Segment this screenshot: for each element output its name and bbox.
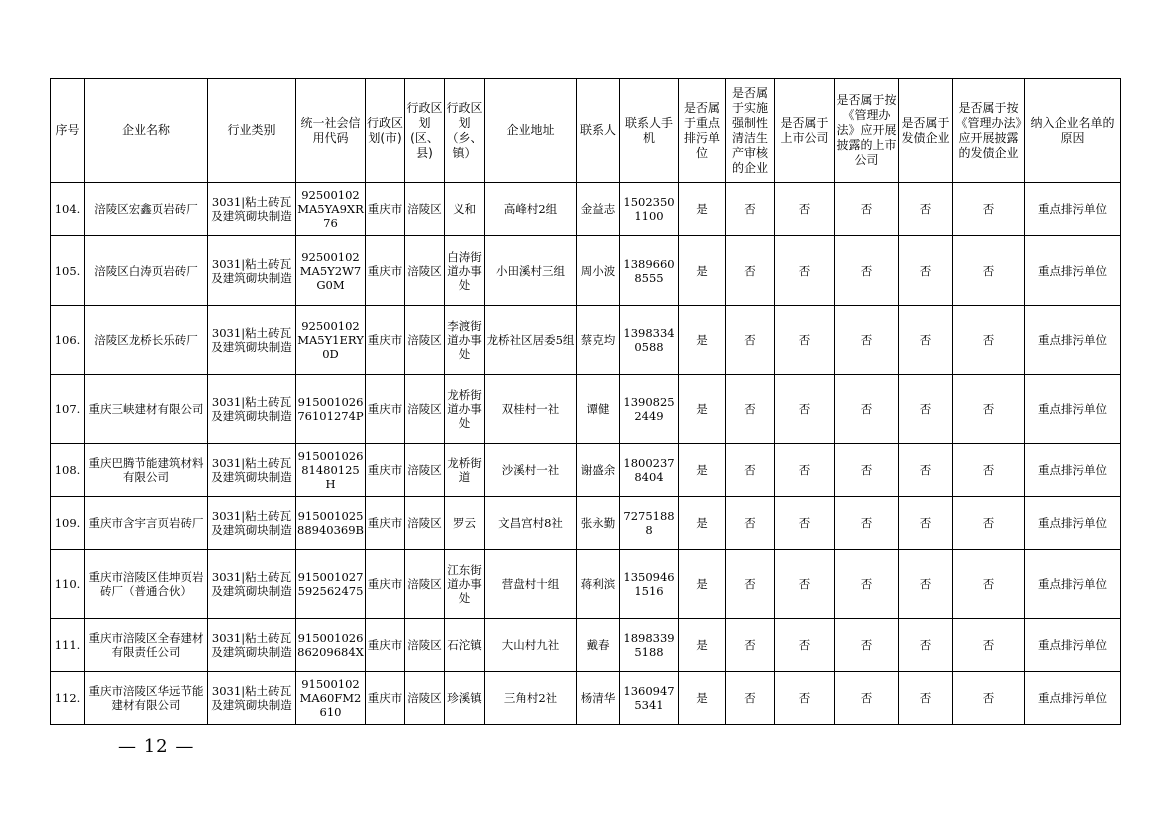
cell-seq: 111. — [51, 619, 85, 672]
cell-clean-audit: 否 — [726, 672, 775, 725]
cell-bond: 否 — [899, 306, 953, 375]
cell-bond-disclose: 否 — [953, 672, 1025, 725]
cell-credit-code: 91500102676101274P — [296, 375, 366, 444]
cell-clean-audit: 否 — [726, 236, 775, 306]
header-key-polluter: 是否属于重点排污单位 — [679, 79, 726, 183]
cell-listed: 否 — [775, 375, 835, 444]
cell-seq: 108. — [51, 444, 85, 497]
cell-contact: 蔡克均 — [577, 306, 620, 375]
table-row — [51, 550, 1121, 619]
cell-phone: 18002378404 — [620, 444, 679, 497]
header-listed-disclose: 是否属于按《管理办法》应开展披露的上市公司 — [835, 79, 899, 183]
cell-credit-code: 92500102MA5Y1ERY0D — [296, 306, 366, 375]
cell-company-name: 重庆市涪陵区佳坤页岩砖厂（普通合伙） — [85, 550, 208, 619]
cell-listed: 否 — [775, 672, 835, 725]
cell-bond: 否 — [899, 375, 953, 444]
cell-credit-code: 91500102588940369B — [296, 497, 366, 550]
cell-industry: 3031|粘土砖瓦及建筑砌块制造 — [208, 444, 296, 497]
cell-key-polluter: 是 — [679, 444, 726, 497]
cell-phone: 13896608555 — [620, 236, 679, 306]
cell-seq: 112. — [51, 672, 85, 725]
cell-reason: 重点排污单位 — [1025, 672, 1121, 725]
cell-industry: 3031|粘土砖瓦及建筑砌块制造 — [208, 375, 296, 444]
cell-address: 营盘村十组 — [485, 550, 577, 619]
cell-reason: 重点排污单位 — [1025, 444, 1121, 497]
cell-contact: 谭健 — [577, 375, 620, 444]
cell-clean-audit: 否 — [726, 444, 775, 497]
table-row — [51, 236, 1121, 306]
cell-credit-code: 92500102MA5Y2W7G0M — [296, 236, 366, 306]
cell-credit-code: 91500102MA60FM2610 — [296, 672, 366, 725]
cell-industry: 3031|粘土砖瓦及建筑砌块制造 — [208, 497, 296, 550]
cell-contact: 蒋利滨 — [577, 550, 620, 619]
cell-industry: 3031|粘土砖瓦及建筑砌块制造 — [208, 183, 296, 236]
cell-bond-disclose: 否 — [953, 306, 1025, 375]
cell-bond: 否 — [899, 497, 953, 550]
cell-listed-disclose: 否 — [835, 497, 899, 550]
header-clean-audit: 是否属于实施强制性清洁生产审核的企业 — [726, 79, 775, 183]
cell-district: 涪陵区 — [405, 672, 445, 725]
cell-address: 双桂村一社 — [485, 375, 577, 444]
cell-listed-disclose: 否 — [835, 306, 899, 375]
cell-seq: 109. — [51, 497, 85, 550]
cell-bond: 否 — [899, 619, 953, 672]
cell-town: 龙桥街道 — [445, 444, 485, 497]
cell-industry: 3031|粘土砖瓦及建筑砌块制造 — [208, 619, 296, 672]
cell-district: 涪陵区 — [405, 375, 445, 444]
cell-company-name: 涪陵区宏鑫页岩砖厂 — [85, 183, 208, 236]
cell-clean-audit: 否 — [726, 619, 775, 672]
cell-clean-audit: 否 — [726, 550, 775, 619]
cell-town: 江东街道办事处 — [445, 550, 485, 619]
cell-contact: 周小波 — [577, 236, 620, 306]
enterprise-table — [50, 78, 1121, 725]
cell-contact: 杨清华 — [577, 672, 620, 725]
cell-key-polluter: 是 — [679, 306, 726, 375]
cell-bond-disclose: 否 — [953, 183, 1025, 236]
cell-town: 罗云 — [445, 497, 485, 550]
cell-address: 小田溪村三组 — [485, 236, 577, 306]
cell-city: 重庆市 — [366, 619, 405, 672]
cell-industry: 3031|粘土砖瓦及建筑砌块制造 — [208, 550, 296, 619]
cell-town: 李渡街道办事处 — [445, 306, 485, 375]
header-phone: 联系人手机 — [620, 79, 679, 183]
cell-company-name: 重庆市涪陵区华远节能建材有限公司 — [85, 672, 208, 725]
cell-city: 重庆市 — [366, 444, 405, 497]
cell-credit-code: 915001027592562475 — [296, 550, 366, 619]
cell-key-polluter: 是 — [679, 497, 726, 550]
cell-reason: 重点排污单位 — [1025, 550, 1121, 619]
cell-district: 涪陵区 — [405, 550, 445, 619]
cell-reason: 重点排污单位 — [1025, 306, 1121, 375]
cell-key-polluter: 是 — [679, 550, 726, 619]
cell-company-name: 重庆市涪陵区全春建材有限责任公司 — [85, 619, 208, 672]
cell-company-name: 重庆巴腾节能建筑材料有限公司 — [85, 444, 208, 497]
table-row — [51, 672, 1121, 725]
cell-key-polluter: 是 — [679, 672, 726, 725]
table-row — [51, 375, 1121, 444]
cell-bond: 否 — [899, 444, 953, 497]
table-header-row — [51, 79, 1121, 183]
cell-phone: 13609475341 — [620, 672, 679, 725]
header-credit-code: 统一社会信用代码 — [296, 79, 366, 183]
cell-listed-disclose: 否 — [835, 672, 899, 725]
cell-bond: 否 — [899, 183, 953, 236]
cell-city: 重庆市 — [366, 550, 405, 619]
cell-listed-disclose: 否 — [835, 236, 899, 306]
cell-key-polluter: 是 — [679, 183, 726, 236]
cell-credit-code: 91500102681480125H — [296, 444, 366, 497]
cell-seq: 105. — [51, 236, 85, 306]
cell-reason: 重点排污单位 — [1025, 619, 1121, 672]
cell-clean-audit: 否 — [726, 306, 775, 375]
header-listed: 是否属于上市公司 — [775, 79, 835, 183]
cell-listed-disclose: 否 — [835, 375, 899, 444]
table-row — [51, 497, 1121, 550]
cell-reason: 重点排污单位 — [1025, 497, 1121, 550]
cell-listed: 否 — [775, 550, 835, 619]
cell-company-name: 涪陵区龙桥长乐砖厂 — [85, 306, 208, 375]
page-number: — 12 — — [118, 736, 195, 757]
cell-address: 龙桥社区居委5组 — [485, 306, 577, 375]
cell-bond-disclose: 否 — [953, 550, 1025, 619]
cell-phone: 13983340588 — [620, 306, 679, 375]
cell-company-name: 重庆三峡建材有限公司 — [85, 375, 208, 444]
header-town: 行政区划（乡、镇） — [445, 79, 485, 183]
cell-city: 重庆市 — [366, 236, 405, 306]
header-city: 行政区划(市) — [366, 79, 405, 183]
cell-address: 文昌宫村8社 — [485, 497, 577, 550]
cell-listed: 否 — [775, 497, 835, 550]
cell-address: 沙溪村一社 — [485, 444, 577, 497]
cell-district: 涪陵区 — [405, 306, 445, 375]
header-seq: 序号 — [51, 79, 85, 183]
cell-district: 涪陵区 — [405, 619, 445, 672]
cell-industry: 3031|粘土砖瓦及建筑砌块制造 — [208, 672, 296, 725]
cell-listed: 否 — [775, 183, 835, 236]
cell-phone: 15023501100 — [620, 183, 679, 236]
header-bond-disclose: 是否属于按《管理办法》应开展披露的发债企业 — [953, 79, 1025, 183]
cell-clean-audit: 否 — [726, 375, 775, 444]
cell-contact: 谢盛余 — [577, 444, 620, 497]
cell-credit-code: 91500102686209684X — [296, 619, 366, 672]
cell-phone: 13908252449 — [620, 375, 679, 444]
cell-key-polluter: 是 — [679, 619, 726, 672]
header-bond: 是否属于发债企业 — [899, 79, 953, 183]
cell-address: 高峰村2组 — [485, 183, 577, 236]
cell-town: 石沱镇 — [445, 619, 485, 672]
cell-district: 涪陵区 — [405, 183, 445, 236]
cell-bond-disclose: 否 — [953, 497, 1025, 550]
cell-industry: 3031|粘土砖瓦及建筑砌块制造 — [208, 236, 296, 306]
header-district: 行政区划(区、县) — [405, 79, 445, 183]
cell-industry: 3031|粘土砖瓦及建筑砌块制造 — [208, 306, 296, 375]
cell-address: 三角村2社 — [485, 672, 577, 725]
header-contact: 联系人 — [577, 79, 620, 183]
cell-district: 涪陵区 — [405, 236, 445, 306]
cell-seq: 110. — [51, 550, 85, 619]
cell-contact: 金益志 — [577, 183, 620, 236]
cell-bond-disclose: 否 — [953, 236, 1025, 306]
table-row — [51, 619, 1121, 672]
cell-phone: 13509461516 — [620, 550, 679, 619]
cell-bond: 否 — [899, 236, 953, 306]
cell-city: 重庆市 — [366, 375, 405, 444]
cell-town: 珍溪镇 — [445, 672, 485, 725]
cell-town: 白涛街道办事处 — [445, 236, 485, 306]
cell-listed-disclose: 否 — [835, 183, 899, 236]
cell-listed: 否 — [775, 444, 835, 497]
header-industry: 行业类别 — [208, 79, 296, 183]
cell-contact: 张永勤 — [577, 497, 620, 550]
cell-reason: 重点排污单位 — [1025, 183, 1121, 236]
cell-bond-disclose: 否 — [953, 375, 1025, 444]
cell-town: 义和 — [445, 183, 485, 236]
cell-listed-disclose: 否 — [835, 550, 899, 619]
cell-seq: 107. — [51, 375, 85, 444]
table-row — [51, 183, 1121, 236]
header-company-name: 企业名称 — [85, 79, 208, 183]
cell-contact: 戴春 — [577, 619, 620, 672]
cell-city: 重庆市 — [366, 306, 405, 375]
cell-phone: 72751888 — [620, 497, 679, 550]
cell-bond-disclose: 否 — [953, 619, 1025, 672]
cell-bond-disclose: 否 — [953, 444, 1025, 497]
cell-phone: 18983395188 — [620, 619, 679, 672]
cell-bond: 否 — [899, 550, 953, 619]
cell-key-polluter: 是 — [679, 375, 726, 444]
cell-clean-audit: 否 — [726, 183, 775, 236]
header-reason: 纳入企业名单的原因 — [1025, 79, 1121, 183]
cell-listed: 否 — [775, 619, 835, 672]
cell-city: 重庆市 — [366, 497, 405, 550]
header-address: 企业地址 — [485, 79, 577, 183]
cell-city: 重庆市 — [366, 672, 405, 725]
cell-reason: 重点排污单位 — [1025, 375, 1121, 444]
cell-listed: 否 — [775, 306, 835, 375]
cell-address: 大山村九社 — [485, 619, 577, 672]
cell-company-name: 涪陵区白涛页岩砖厂 — [85, 236, 208, 306]
table-row — [51, 306, 1121, 375]
cell-town: 龙桥街道办事处 — [445, 375, 485, 444]
table-body — [51, 183, 1121, 725]
cell-listed: 否 — [775, 236, 835, 306]
cell-bond: 否 — [899, 672, 953, 725]
cell-listed-disclose: 否 — [835, 444, 899, 497]
cell-seq: 104. — [51, 183, 85, 236]
cell-reason: 重点排污单位 — [1025, 236, 1121, 306]
cell-key-polluter: 是 — [679, 236, 726, 306]
cell-credit-code: 92500102MA5YA9XR76 — [296, 183, 366, 236]
cell-district: 涪陵区 — [405, 444, 445, 497]
cell-clean-audit: 否 — [726, 497, 775, 550]
cell-district: 涪陵区 — [405, 497, 445, 550]
cell-company-name: 重庆市含宇言页岩砖厂 — [85, 497, 208, 550]
table-row — [51, 444, 1121, 497]
cell-listed-disclose: 否 — [835, 619, 899, 672]
cell-seq: 106. — [51, 306, 85, 375]
cell-city: 重庆市 — [366, 183, 405, 236]
